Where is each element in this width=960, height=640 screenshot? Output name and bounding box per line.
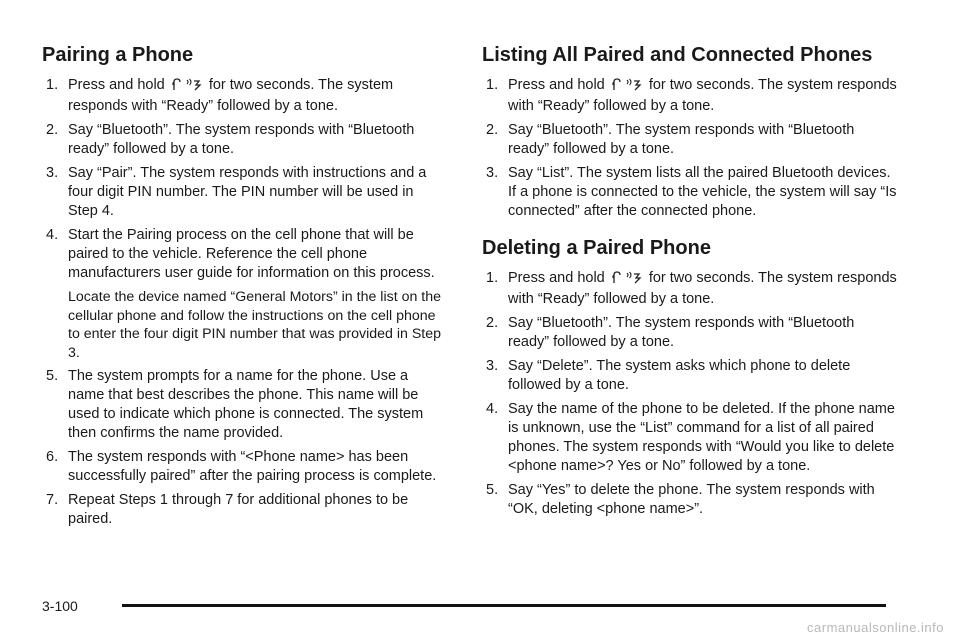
- list-item: 5. The system prompts for a name for the phone. Use a name that best describes the phone. This name will be used to indicate which phone is connected. The system then confirms the name provided.: [46, 368, 424, 441]
- list-item: 4. Say the name of the phone to be deleted. If the phone name is unknown, use the “List” command for a list of all paired phones. The system responds with “Would you like to delete <phone name>? Yes or No” followed by a tone.: [486, 401, 895, 474]
- pairing-steps: [42, 76, 446, 283]
- deleting-steps: [482, 269, 898, 519]
- talk-icon: [611, 270, 622, 284]
- list-item: 1. Press and hold for two seconds. The system responds with “Ready” followed by a tone.: [486, 270, 897, 307]
- list-item: 1. Press and hold for two seconds. The system responds with “Ready” followed by a tone.: [46, 77, 394, 114]
- section-title-pairing: Pairing a Phone: [42, 44, 194, 66]
- watermark: carmanualsonline.info: [807, 620, 944, 635]
- left-column: [42, 42, 446, 534]
- list-item: 2. Say “Bluetooth”. The system responds with “Bluetooth ready” followed by a tone.: [486, 122, 855, 157]
- list-item: 3. Say “Delete”. The system asks which phone to delete followed by a tone.: [486, 358, 851, 393]
- pairing-steps-continued: [42, 367, 446, 529]
- right-column: [482, 42, 898, 524]
- talk-voice-button-icons: [611, 270, 642, 290]
- talk-icon: [171, 77, 182, 91]
- list-item: 4. Start the Pairing process on the cell phone that will be paired to the vehicle. Reference the cell phone manufacturers user guide for information on this process.: [46, 227, 435, 281]
- list-item: 7. Repeat Steps 1 through 7 for additional phones to be paired.: [46, 492, 409, 527]
- list-item: 5. Say “Yes” to delete the phone. The system responds with “OK, deleting <phone name>”.: [486, 482, 875, 517]
- talk-icon: [611, 77, 622, 91]
- page-footer: [42, 596, 886, 616]
- voice-recognition-icon: [626, 270, 642, 284]
- talk-voice-button-icons: [611, 77, 642, 97]
- list-item: 2. Say “Bluetooth”. The system responds with “Bluetooth ready” followed by a tone.: [46, 122, 415, 157]
- list-item: 1. Press and hold for two seconds. The system responds with “Ready” followed by a tone.: [486, 77, 897, 114]
- list-item: 6. The system responds with “<Phone name> has been successfully paired” after the pairing process is complete.: [46, 449, 437, 484]
- page-number: 3-100: [42, 598, 78, 614]
- section-title-deleting: Deleting a Paired Phone: [482, 237, 711, 259]
- listing-steps: [482, 76, 898, 221]
- voice-recognition-icon: [186, 77, 202, 91]
- talk-voice-button-icons: [171, 77, 202, 97]
- voice-recognition-icon: [626, 77, 642, 91]
- pairing-note: Locate the device named “General Motors” in the list on the cellular phone and follow the instructions on the cell phone to enter the four digit PIN number that was provided in Step 3.: [68, 289, 442, 361]
- list-item: 3. Say “List”. The system lists all the paired Bluetooth devices. If a phone is connected to the vehicle, the system will say “Is connected” after the connected phone.: [486, 165, 897, 219]
- list-item: 3. Say “Pair”. The system responds with instructions and a four digit PIN number. The PIN number will be used in Step 4.: [46, 165, 427, 219]
- footer-rule: [122, 604, 886, 607]
- section-title-listing: Listing All Paired and Connected Phones: [482, 44, 873, 66]
- list-item: 2. Say “Bluetooth”. The system responds with “Bluetooth ready” followed by a tone.: [486, 315, 855, 350]
